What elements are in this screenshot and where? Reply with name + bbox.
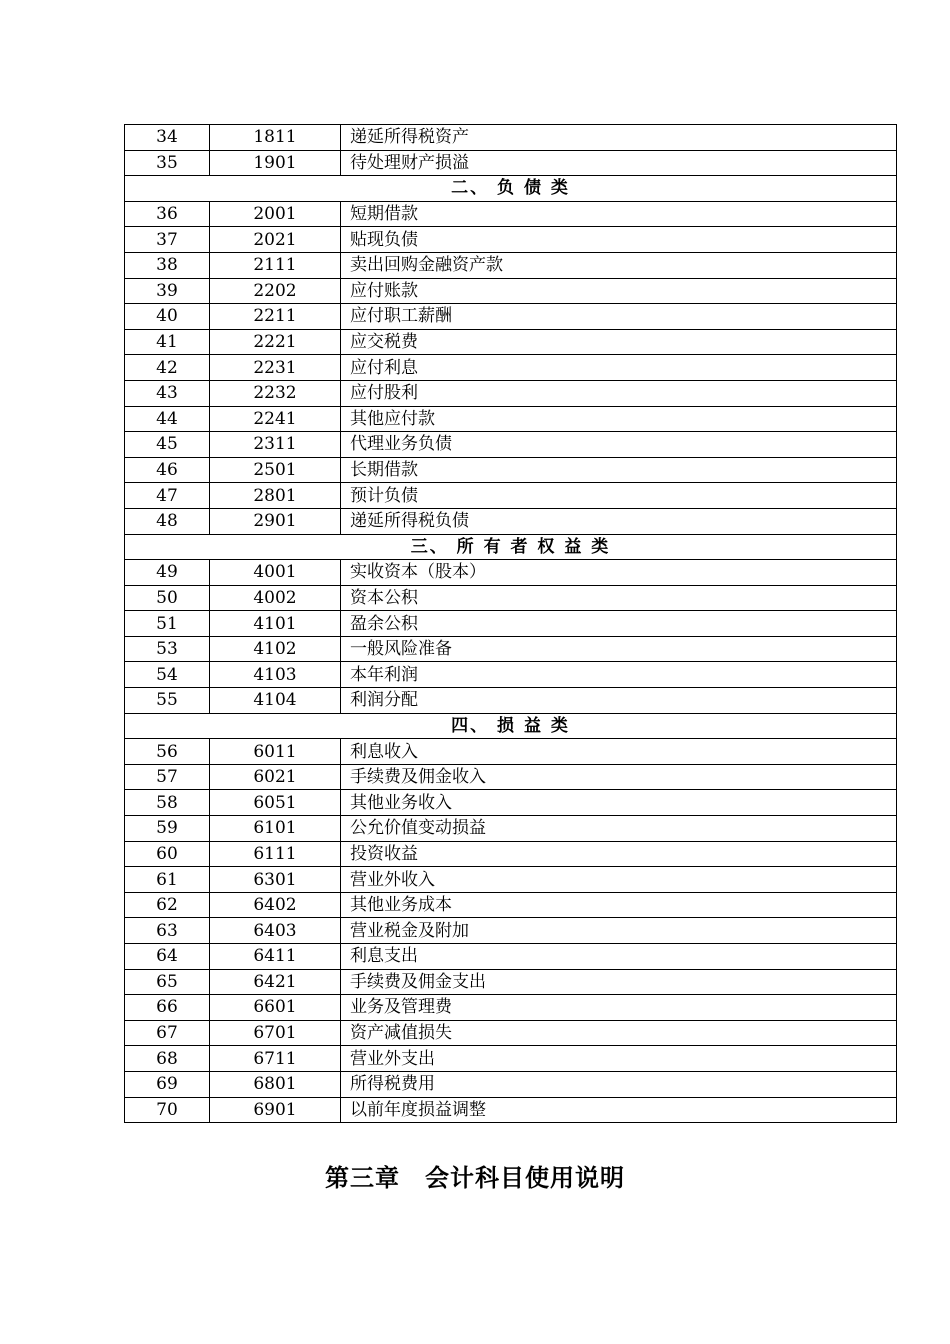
table-row	[125, 457, 897, 483]
account-name: 营业外收入	[341, 867, 897, 893]
account-name: 营业外支出	[341, 1046, 897, 1072]
account-code: 6101	[210, 816, 341, 842]
table-row	[125, 995, 897, 1021]
row-number: 60	[125, 841, 210, 867]
account-name: 递延所得税资产	[341, 125, 897, 151]
row-number: 54	[125, 662, 210, 688]
account-code: 2232	[210, 380, 341, 406]
account-code: 2231	[210, 355, 341, 381]
account-code: 1811	[210, 125, 341, 151]
accounts-table	[124, 124, 897, 1123]
account-code: 2311	[210, 432, 341, 458]
account-name: 预计负债	[341, 483, 897, 509]
row-number: 36	[125, 201, 210, 227]
account-name: 本年利润	[341, 662, 897, 688]
table-row	[125, 150, 897, 176]
account-name: 资产减值损失	[341, 1020, 897, 1046]
table-row	[125, 688, 897, 714]
row-number: 67	[125, 1020, 210, 1046]
account-code: 6301	[210, 867, 341, 893]
account-name: 短期借款	[341, 201, 897, 227]
row-number: 39	[125, 278, 210, 304]
table-row	[125, 662, 897, 688]
account-code: 4002	[210, 585, 341, 611]
row-number: 64	[125, 944, 210, 970]
account-code: 6051	[210, 790, 341, 816]
account-code: 2221	[210, 329, 341, 355]
account-name: 应付职工薪酬	[341, 304, 897, 330]
account-name: 卖出回购金融资产款	[341, 252, 897, 278]
account-name: 应付账款	[341, 278, 897, 304]
account-code: 2202	[210, 278, 341, 304]
table-row	[125, 918, 897, 944]
table-row	[125, 406, 897, 432]
row-number: 70	[125, 1097, 210, 1123]
row-number: 42	[125, 355, 210, 381]
account-name: 实收资本（股本）	[341, 560, 897, 586]
account-name: 待处理财产损溢	[341, 150, 897, 176]
table-row	[125, 841, 897, 867]
account-code: 6711	[210, 1046, 341, 1072]
table-row	[125, 355, 897, 381]
table-row	[125, 508, 897, 534]
row-number: 66	[125, 995, 210, 1021]
account-name: 长期借款	[341, 457, 897, 483]
account-name: 盈余公积	[341, 611, 897, 637]
account-name: 以前年度损益调整	[341, 1097, 897, 1123]
row-number: 65	[125, 969, 210, 995]
table-row	[125, 560, 897, 586]
account-code: 2111	[210, 252, 341, 278]
account-code: 4102	[210, 636, 341, 662]
row-number: 49	[125, 560, 210, 586]
account-code: 6021	[210, 764, 341, 790]
account-code: 6411	[210, 944, 341, 970]
row-number: 38	[125, 252, 210, 278]
table-row	[125, 227, 897, 253]
row-number: 51	[125, 611, 210, 637]
row-number: 43	[125, 380, 210, 406]
table-row	[125, 764, 897, 790]
row-number: 45	[125, 432, 210, 458]
account-code: 6901	[210, 1097, 341, 1123]
row-number: 61	[125, 867, 210, 893]
account-name: 业务及管理费	[341, 995, 897, 1021]
row-number: 47	[125, 483, 210, 509]
row-number: 34	[125, 125, 210, 151]
account-name: 投资收益	[341, 841, 897, 867]
table-row	[125, 278, 897, 304]
account-name: 应付股利	[341, 380, 897, 406]
section-header: 二、 负 债 类	[125, 176, 897, 202]
table-row	[125, 611, 897, 637]
account-code: 6601	[210, 995, 341, 1021]
account-name: 其他应付款	[341, 406, 897, 432]
account-code: 2801	[210, 483, 341, 509]
section-header: 四、 损 益 类	[125, 713, 897, 739]
table-row	[125, 739, 897, 765]
section-header-row	[125, 176, 897, 202]
row-number: 69	[125, 1071, 210, 1097]
account-name: 利息支出	[341, 944, 897, 970]
table-row	[125, 432, 897, 458]
row-number: 59	[125, 816, 210, 842]
account-name: 一般风险准备	[341, 636, 897, 662]
row-number: 37	[125, 227, 210, 253]
table-row	[125, 636, 897, 662]
table-row	[125, 944, 897, 970]
row-number: 62	[125, 892, 210, 918]
account-name: 资本公积	[341, 585, 897, 611]
table-row	[125, 790, 897, 816]
row-number: 53	[125, 636, 210, 662]
row-number: 57	[125, 764, 210, 790]
row-number: 50	[125, 585, 210, 611]
account-code: 6402	[210, 892, 341, 918]
table-row	[125, 867, 897, 893]
account-name: 手续费及佣金支出	[341, 969, 897, 995]
account-name: 所得税费用	[341, 1071, 897, 1097]
account-code: 1901	[210, 150, 341, 176]
account-code: 2001	[210, 201, 341, 227]
account-code: 6421	[210, 969, 341, 995]
account-code: 6111	[210, 841, 341, 867]
account-code: 6801	[210, 1071, 341, 1097]
row-number: 48	[125, 508, 210, 534]
account-name: 公允价值变动损益	[341, 816, 897, 842]
account-name: 利润分配	[341, 688, 897, 714]
account-code: 2211	[210, 304, 341, 330]
account-code: 2021	[210, 227, 341, 253]
account-code: 6403	[210, 918, 341, 944]
table-row	[125, 1071, 897, 1097]
table-row	[125, 252, 897, 278]
account-name: 营业税金及附加	[341, 918, 897, 944]
row-number: 35	[125, 150, 210, 176]
table-row	[125, 329, 897, 355]
table-row	[125, 1020, 897, 1046]
account-name: 递延所得税负债	[341, 508, 897, 534]
account-name: 贴现负债	[341, 227, 897, 253]
row-number: 41	[125, 329, 210, 355]
table-row	[125, 1097, 897, 1123]
account-code: 6701	[210, 1020, 341, 1046]
row-number: 46	[125, 457, 210, 483]
chapter-title: 第三章 会计科目使用说明	[325, 1164, 625, 1192]
account-code: 4103	[210, 662, 341, 688]
table-row	[125, 585, 897, 611]
row-number: 55	[125, 688, 210, 714]
account-name: 利息收入	[341, 739, 897, 765]
accounts-table-body	[125, 125, 897, 1123]
account-code: 2901	[210, 508, 341, 534]
row-number: 40	[125, 304, 210, 330]
account-code: 2241	[210, 406, 341, 432]
account-name: 代理业务负债	[341, 432, 897, 458]
section-header: 三、 所 有 者 权 益 类	[125, 534, 897, 560]
row-number: 68	[125, 1046, 210, 1072]
account-name: 其他业务收入	[341, 790, 897, 816]
table-row	[125, 816, 897, 842]
table-row	[125, 969, 897, 995]
table-row	[125, 304, 897, 330]
table-row	[125, 380, 897, 406]
section-header-row	[125, 534, 897, 560]
table-row	[125, 1046, 897, 1072]
table-row	[125, 892, 897, 918]
row-number: 63	[125, 918, 210, 944]
account-name: 应付利息	[341, 355, 897, 381]
table-row	[125, 201, 897, 227]
account-code: 2501	[210, 457, 341, 483]
account-name: 其他业务成本	[341, 892, 897, 918]
row-number: 58	[125, 790, 210, 816]
table-row	[125, 125, 897, 151]
row-number: 44	[125, 406, 210, 432]
row-number: 56	[125, 739, 210, 765]
section-header-row	[125, 713, 897, 739]
account-code: 4104	[210, 688, 341, 714]
account-code: 6011	[210, 739, 341, 765]
table-row	[125, 483, 897, 509]
account-code: 4101	[210, 611, 341, 637]
account-code: 4001	[210, 560, 341, 586]
account-name: 手续费及佣金收入	[341, 764, 897, 790]
account-name: 应交税费	[341, 329, 897, 355]
